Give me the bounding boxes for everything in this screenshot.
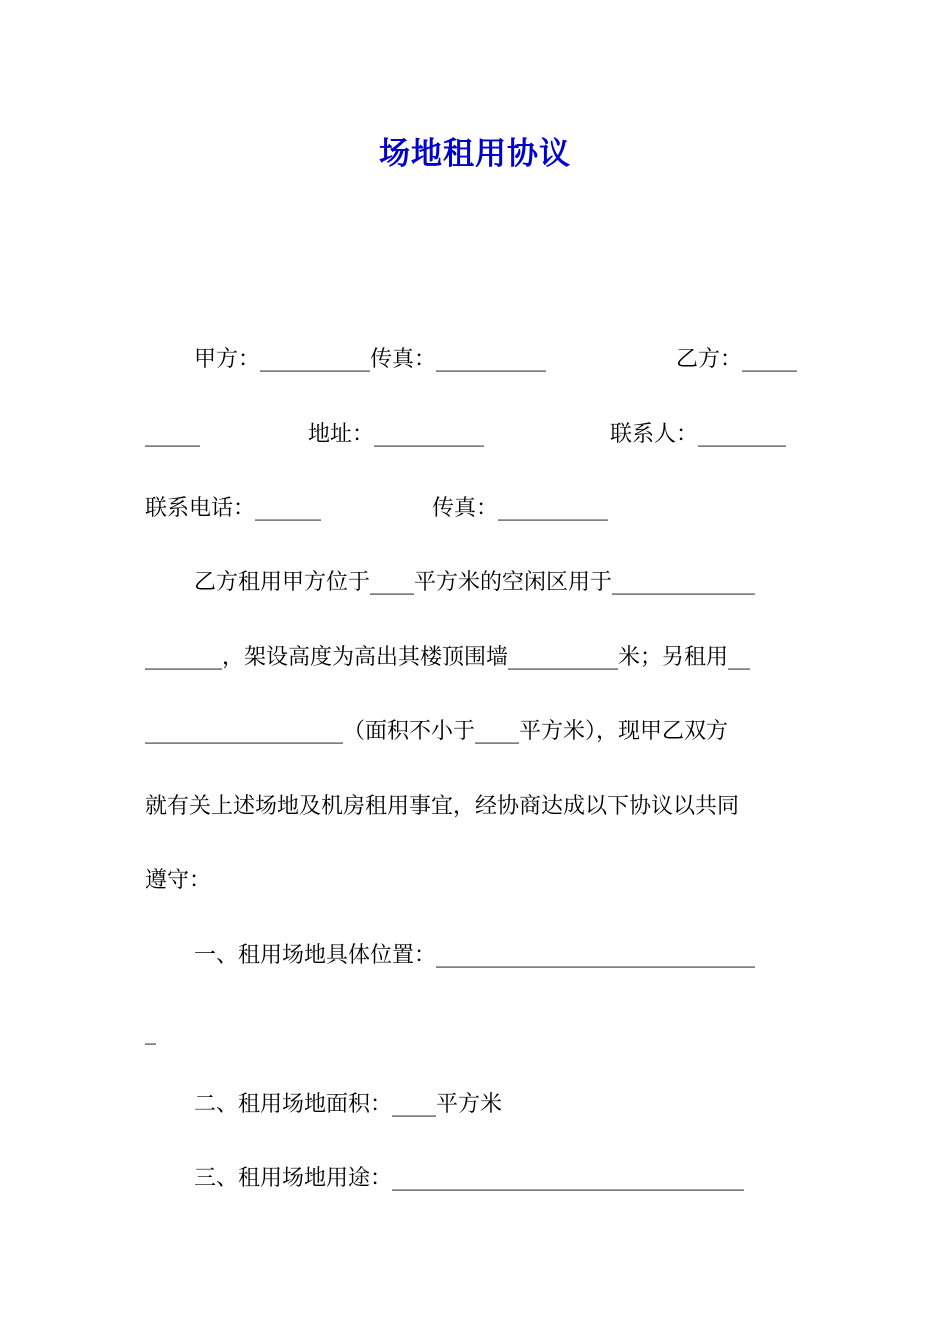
body-text-line: 联系电话：______ <box>145 496 322 521</box>
body-text-line: 传真：__________ <box>432 496 609 521</box>
body-text-line: __________________（面积不小于____平方米），现甲乙双方 <box>145 719 729 744</box>
body-text-line: 二、租用场地面积：____平方米 <box>194 1092 503 1117</box>
document-title: 场地租用协议 <box>379 136 571 172</box>
body-text-line: _ <box>145 1020 156 1045</box>
body-text-line: 乙方：_____ <box>676 347 798 372</box>
body-text-line: _____ <box>145 422 200 447</box>
body-text-line: 就有关上述场地及机房租用事宜，经协商达成以下协议以共同 <box>145 794 740 819</box>
body-text-line: 地址：__________ <box>308 422 485 447</box>
body-text-line: 联系人：________ <box>610 422 787 447</box>
body-text-line: 三、租用场地用途：________________________________ <box>194 1166 745 1191</box>
body-text-line: 乙方租用甲方位于____平方米的空闲区用于_____________ <box>194 570 756 595</box>
body-text-line: 一、租用场地具体位置：_____________________________ <box>194 943 756 968</box>
body-text-line: _______，架设高度为高出其楼顶围墙__________米；另租用__ <box>145 645 751 670</box>
body-text-line: 甲方：__________传真：__________ <box>194 347 547 372</box>
body-text-line: 遵守： <box>145 868 212 893</box>
